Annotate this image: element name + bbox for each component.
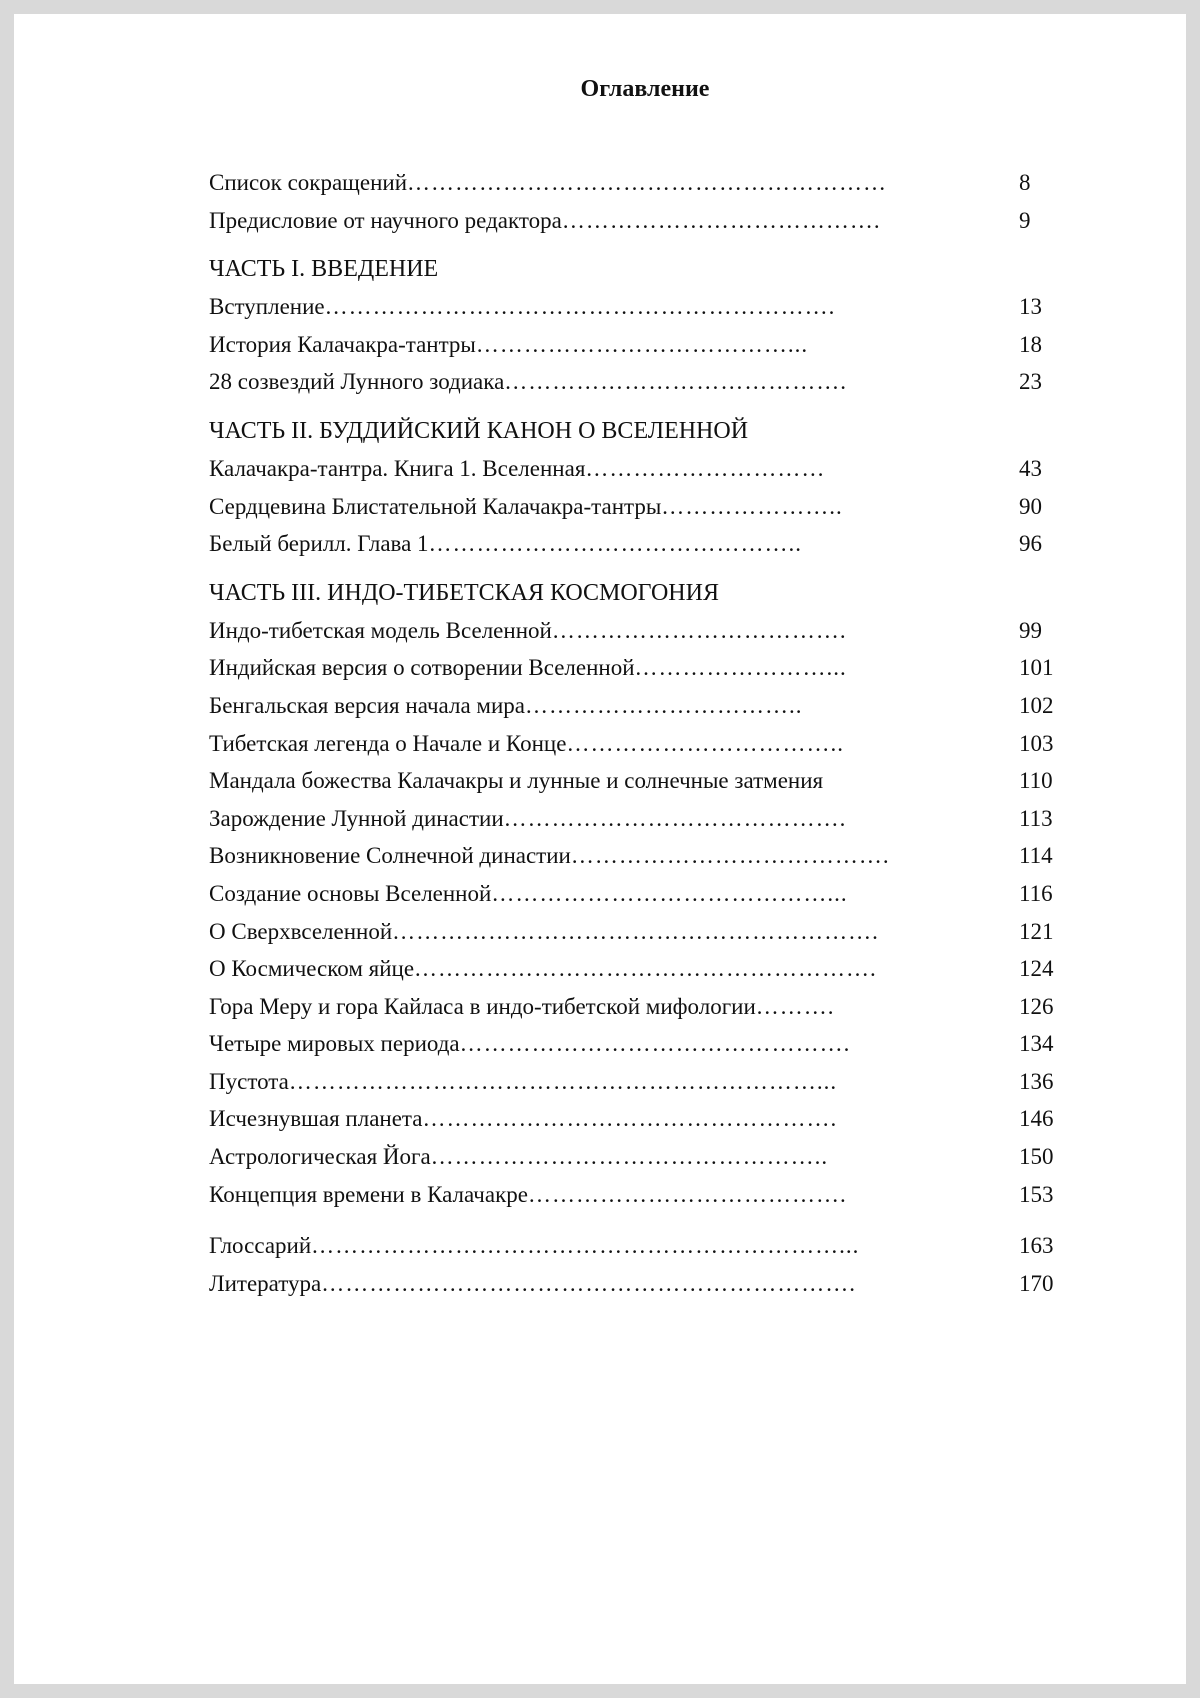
entry-page: 9 [1019, 207, 1031, 233]
entry-name: Калачакра-тантра. Книга 1. Вселенная [209, 455, 586, 481]
entry-name: Возникновение Солнечной династии [209, 843, 571, 869]
part-heading: ЧАСТЬ III. ИНДО-ТИБЕТСКАЯ КОСМОГОНИЯ [209, 579, 719, 606]
toc-entry[interactable] [209, 725, 1079, 763]
entry-name: Литература [209, 1270, 322, 1296]
entry-name: О Сверхвселенной [209, 918, 393, 944]
entry-page: 150 [1019, 1144, 1054, 1170]
toc-entry[interactable] [209, 988, 1079, 1026]
toc-entry[interactable] [209, 326, 1079, 364]
back-matter [209, 1227, 1079, 1302]
entry-name: Четыре мировых периода [209, 1031, 460, 1057]
toc-entry[interactable] [209, 762, 1079, 800]
dot-leader: …………………………………. [570, 843, 890, 869]
entry-name: Тибетская легенда о Начале и Конце [209, 730, 567, 756]
entry-page: 43 [1019, 455, 1042, 481]
entry-name: История Калачакра-тантры [209, 331, 476, 357]
part-heading: ЧАСТЬ II. БУДДИЙСКИЙ КАНОН О ВСЕЛЕННОЙ [209, 417, 749, 444]
dot-leader: …………………………………………………………... [288, 1068, 838, 1094]
dot-leader: …………………………………………………………... [311, 1233, 860, 1259]
entry-name: Пустота [209, 1068, 289, 1094]
toc-entry[interactable] [209, 1025, 1079, 1063]
entry-page: 146 [1019, 1106, 1054, 1132]
entry-name: Гора Меру и гора Кайласа в индо-тибетской мифологии [209, 993, 756, 1019]
entry-name: Бенгальская версия начала мира [209, 692, 525, 718]
dot-leader: ……………………………………. [504, 369, 848, 395]
toc-entry[interactable] [209, 1138, 1079, 1176]
entry-page: 114 [1019, 843, 1053, 869]
entry-page: 136 [1019, 1068, 1054, 1094]
dot-leader: ………. [755, 993, 835, 1019]
part-heading: ЧАСТЬ I. ВВЕДЕНИЕ [209, 256, 439, 283]
entry-name: Зарождение Лунной династии [209, 805, 504, 831]
toc-entry[interactable] [209, 1227, 1079, 1265]
entry-page: 153 [1019, 1181, 1054, 1207]
toc-entry[interactable] [209, 913, 1079, 951]
toc-entry[interactable] [209, 525, 1079, 563]
dot-leader: ………………………………………………………. [324, 294, 836, 320]
entry-page: 163 [1019, 1233, 1054, 1259]
entry-name: Список сокращений [209, 170, 408, 195]
entry-page: 110 [1019, 768, 1053, 794]
entry-name: Исчезнувшая планета [209, 1106, 423, 1132]
dot-leader: ………………………………………….. [430, 1144, 829, 1170]
entry-name: Предисловие от научного редактора [209, 207, 562, 233]
toc-entry[interactable] [209, 1100, 1079, 1138]
entry-page: 96 [1019, 531, 1042, 557]
entry-page: 23 [1019, 369, 1042, 395]
entry-name: Концепция времени в Калачакре [209, 1181, 528, 1207]
toc-entry[interactable] [209, 1063, 1079, 1101]
dot-leader: …………………………….. [524, 692, 803, 718]
dot-leader: …………………………….. [566, 730, 844, 756]
dot-leader: ……………………………………... [491, 880, 848, 906]
toc-entry[interactable] [209, 1265, 1079, 1303]
toc-entry[interactable] [209, 687, 1079, 725]
toc-entry[interactable] [209, 488, 1079, 526]
entry-page: 13 [1019, 294, 1042, 320]
toc-entry[interactable] [209, 950, 1079, 988]
dot-leader: ………………………………. [551, 617, 847, 643]
dot-leader: …………………………………………………. [414, 956, 877, 982]
entry-page: 8 [1019, 170, 1031, 195]
toc-entry[interactable] [209, 875, 1079, 913]
dot-leader: …………………………………………………………. [321, 1270, 856, 1296]
toc-entry[interactable] [209, 202, 1079, 240]
entry-name: Астрологическая Йога [209, 1144, 431, 1170]
dot-leader: ……………………………………………………. [392, 918, 879, 944]
entry-name: Создание основы Вселенной [209, 880, 492, 906]
toc-entry[interactable] [209, 450, 1079, 488]
toc-entry[interactable] [209, 649, 1079, 687]
dot-leader: ……………………... [634, 655, 847, 681]
entry-name: 28 созвездий Лунного зодиака [209, 369, 505, 395]
dot-leader: …………………………………………………… [407, 170, 888, 195]
entry-page: 124 [1019, 956, 1054, 982]
entry-page: 116 [1019, 880, 1053, 906]
entry-page: 134 [1019, 1031, 1054, 1057]
dot-leader: ………………….. [661, 493, 843, 519]
entry-name: Вступление [209, 294, 325, 320]
toc-title: Оглавление [580, 76, 710, 102]
entry-page: 170 [1019, 1270, 1054, 1296]
entry-page: 101 [1019, 655, 1054, 681]
toc-entry[interactable] [209, 1176, 1079, 1214]
document-page [14, 14, 1186, 1684]
toc-entry[interactable] [209, 164, 1079, 202]
toc-entry[interactable] [209, 363, 1079, 401]
entry-name: Белый берилл. Глава 1 [209, 531, 429, 557]
entry-name: Глоссарий [209, 1233, 312, 1259]
entry-page: 126 [1019, 993, 1054, 1019]
entry-name: О Космическом яйце [209, 956, 415, 982]
dot-leader: …………………………………. [561, 207, 881, 233]
front-matter [209, 164, 1079, 239]
entry-name: Индийская версия о сотворении Вселенной [209, 655, 635, 681]
dot-leader: ……………………………………….. [428, 531, 803, 557]
entry-page: 99 [1019, 617, 1042, 643]
entry-page: 103 [1019, 730, 1054, 756]
toc-entry[interactable] [209, 288, 1079, 326]
dot-leader: …………………………………………. [459, 1031, 851, 1057]
entry-page: 102 [1019, 692, 1054, 718]
table-of-contents [209, 164, 1079, 1302]
entry-name: Сердцевина Блистательной Калачакра-тантры [209, 493, 662, 519]
dot-leader: …………………………………... [475, 331, 809, 357]
entry-page: 18 [1019, 331, 1042, 357]
dot-leader: ……………………………………………. [422, 1106, 838, 1132]
entry-page: 121 [1019, 918, 1054, 944]
toc-entry[interactable] [209, 612, 1079, 650]
dot-leader: ……………………………………. [503, 805, 847, 831]
dot-leader: ………………………… [585, 455, 826, 481]
dot-leader: …………………………………. [527, 1181, 847, 1207]
entry-page: 90 [1019, 493, 1042, 519]
entry-page: 113 [1019, 805, 1053, 831]
toc-entry[interactable] [209, 837, 1079, 875]
entry-name: Мандала божества Калачакры и лунные и солнечные затмения [209, 768, 824, 794]
entry-name: Индо-тибетская модель Вселенной [209, 617, 552, 643]
toc-entry[interactable] [209, 800, 1079, 838]
